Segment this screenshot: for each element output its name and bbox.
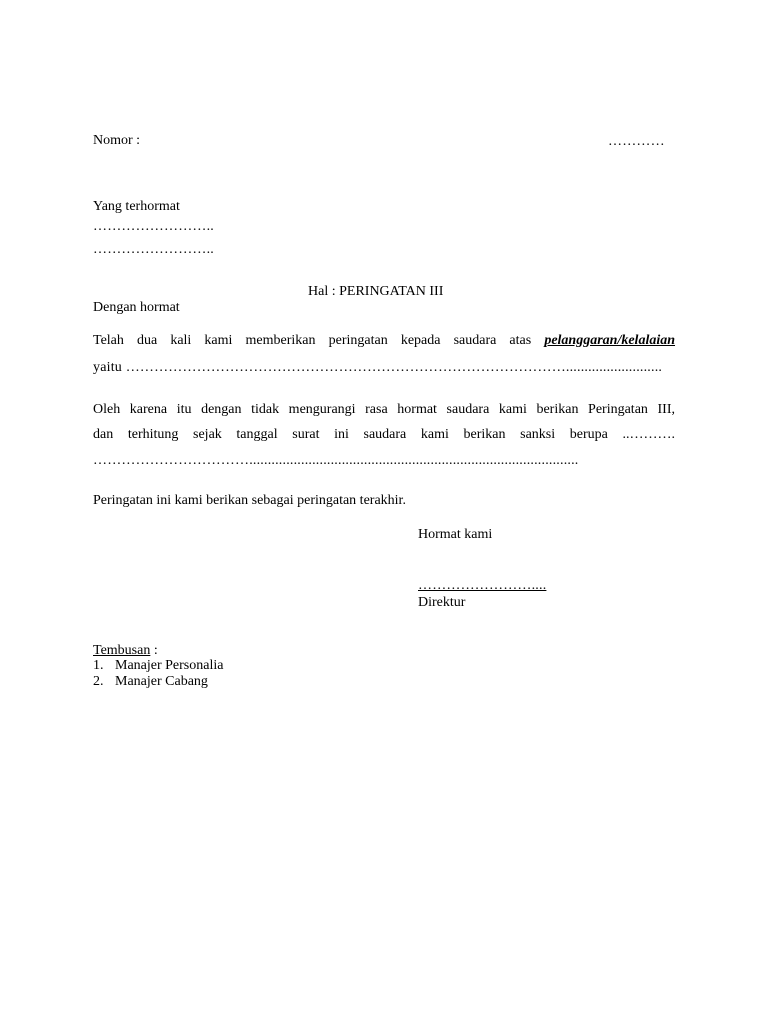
addressee-line-2: …………………….. (93, 242, 214, 257)
closing: Hormat kami (418, 527, 493, 542)
salutation: Yang terhormat (93, 199, 180, 214)
cc-label: Tembusan (93, 643, 151, 658)
paragraph-3: Peringatan ini kami berikan sebagai peringatan terakhir. (93, 493, 406, 508)
paragraph-1-prefix: Telah dua kali kami memberikan peringatan kepada saudara atas (93, 333, 532, 348)
sanction-placeholder: ..………. (622, 427, 676, 442)
violation-term: pelanggaran/kelalaian (544, 333, 676, 348)
signatory-title: Direktur (418, 595, 466, 610)
nomor-label: Nomor : (93, 133, 141, 148)
list-item-number: 2. (93, 674, 104, 689)
cc-heading (93, 642, 158, 659)
paragraph-1-line-1 (93, 332, 675, 349)
paragraph-2-line-2-text: dan terhitung sejak tanggal surat ini saudara kami berikan sanksi berupa (93, 427, 608, 442)
list-item (93, 674, 223, 690)
paragraph-2-line-1: Oleh karena itu dengan tidak mengurangi rasa hormat saudara kami berikan Peringatan III, (93, 402, 675, 417)
addressee-line-1: …………………….. (93, 219, 214, 234)
cc-colon: : (150, 643, 158, 658)
paragraph-1-line-2: yaitu ………………………………………………………………………………….......................... (93, 360, 663, 375)
paragraph-2-line-3: ……………………………......................................................................................... (93, 453, 579, 468)
signature-line: …………………….... (418, 578, 547, 593)
subject-line: Hal : PERINGATAN III (308, 284, 444, 299)
cc-list (93, 658, 223, 690)
paragraph-2-line-2 (93, 426, 675, 443)
list-item-text: Manajer Personalia (115, 658, 224, 673)
nomor-date-placeholder: ………… (608, 134, 665, 149)
greeting: Dengan hormat (93, 300, 180, 315)
list-item-number: 1. (93, 658, 104, 673)
list-item (93, 658, 223, 674)
list-item-text: Manajer Cabang (115, 674, 208, 689)
